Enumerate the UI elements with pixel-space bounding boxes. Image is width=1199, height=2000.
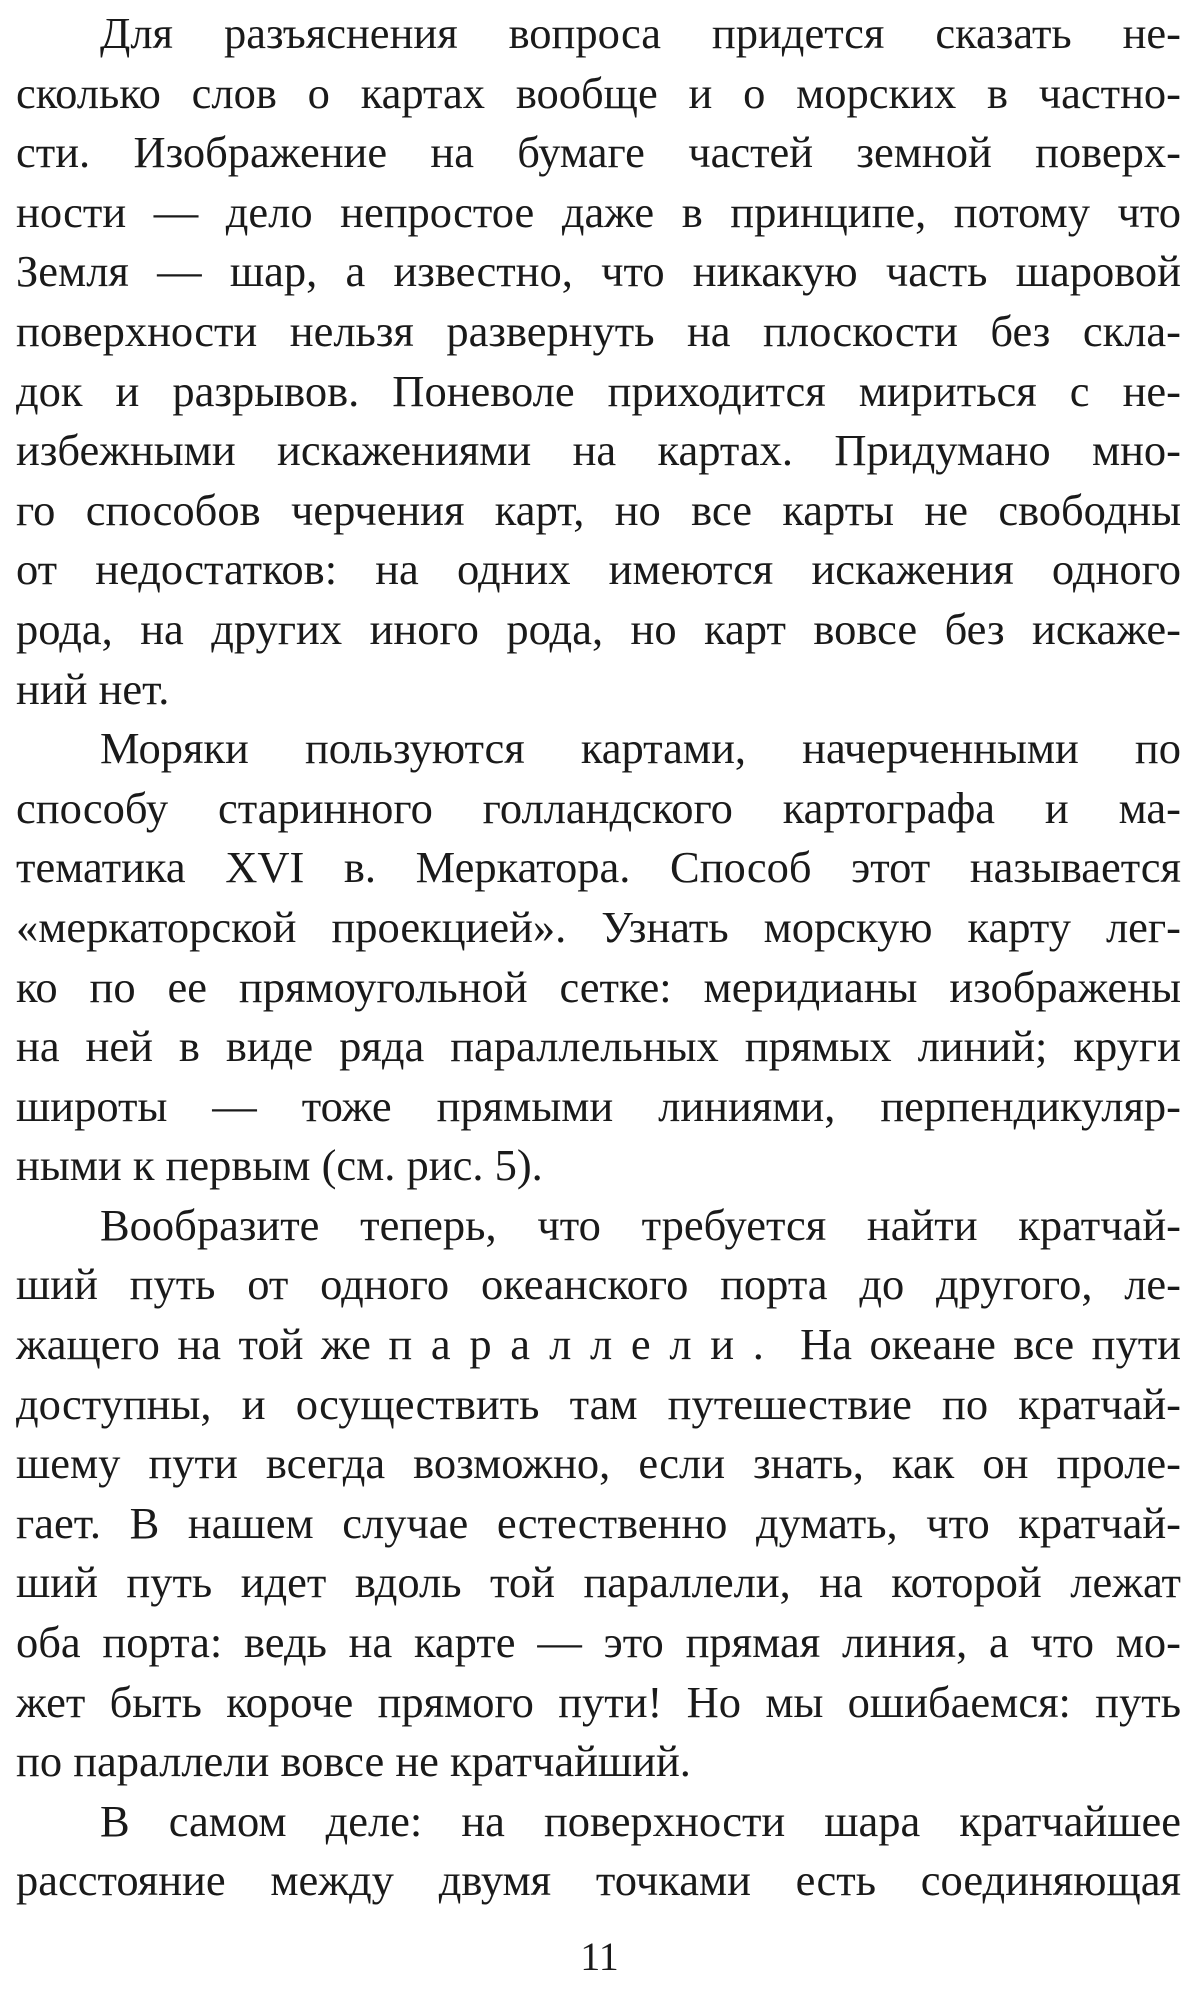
page-number: 11: [580, 1934, 619, 1979]
paragraph-maps-distortion: [16, 4, 1181, 719]
text-line: на ней в виде ряда параллельных прямых линий; круги: [16, 1021, 1181, 1072]
text-line: Вообразите теперь, что требуется найти кратчай-: [100, 1199, 1181, 1250]
paragraph-mercator-projection: [16, 719, 1181, 1196]
text-line: ко по ее прямоугольной сетке: меридианы изображены: [16, 961, 1181, 1012]
text-line: ний нет.: [16, 663, 170, 714]
text-line: В самом деле: на поверхности шара кратчайшее: [100, 1795, 1181, 1846]
text-line: доступны, и осуществить там путешествие по кратчай-: [16, 1378, 1181, 1429]
text-line: сколько слов о картах вообще и о морских в частно-: [16, 67, 1181, 118]
spaced-emphasis: параллели.: [388, 1319, 783, 1370]
text-line: шему пути всегда возможно, если знать, как он проле-: [16, 1438, 1181, 1489]
text-line: поверхности нельзя развернуть на плоскости без скла-: [16, 305, 1181, 356]
text-line: широты — тоже прямыми линиями, перпендикуляр-: [16, 1080, 1181, 1131]
text-line: «меркаторской проекцией». Узнать морскую карту лег-: [16, 901, 1181, 952]
text-line: жет быть короче прямого пути! Но мы ошибаемся: путь: [16, 1676, 1181, 1727]
text-line: Для разъяснения вопроса придется сказать не-: [100, 8, 1181, 58]
text-line: способу старинного голландского картографа и ма-: [16, 782, 1181, 833]
text-column: [16, 4, 1181, 1911]
text-line: ший путь от одного океанского порта до другого, ле-: [16, 1259, 1181, 1310]
text-line: расстояние между двумя точками есть соединяющая: [16, 1855, 1181, 1906]
paragraph-shortest-path: [16, 1196, 1181, 1792]
text-run: На океане все пути: [782, 1319, 1181, 1370]
text-line: рода, на других иного рода, но карт вовсе без искаже-: [16, 603, 1181, 654]
text-line: избежными искажениями на картах. Придумано мно-: [16, 425, 1181, 476]
text-line: оба порта: ведь на карте — это прямая линия, а что мо-: [16, 1617, 1181, 1668]
text-line: ший путь идет вдоль той параллели, на которой лежат: [16, 1557, 1181, 1608]
text-line: сти. Изображение на бумаге частей земной поверх-: [16, 127, 1181, 178]
text-line: от недостатков: на одних имеются искажения одного: [16, 544, 1181, 595]
text-line: Земля — шар, а известно, что никакую часть шаровой: [16, 246, 1181, 297]
text-line: гает. В нашем случае естественно думать, что кратчай-: [16, 1497, 1181, 1548]
text-line: по параллели вовсе не кратчайший.: [16, 1736, 691, 1787]
text-line: док и разрывов. Поневоле приходится мириться с не-: [16, 365, 1181, 416]
text-line-spaced: [16, 1315, 1181, 1375]
text-run: жащего на той же: [16, 1319, 389, 1370]
text-line: Моряки пользуются картами, начерченными по: [100, 723, 1181, 774]
text-line: тематика XVI в. Меркатора. Способ этот называется: [16, 842, 1181, 893]
text-line: го способов черчения карт, но все карты не свободны: [16, 484, 1181, 535]
paragraph-sphere-distance: [16, 1792, 1181, 1911]
text-line: ности — дело непростое даже в принципе, потому что: [16, 186, 1181, 237]
text-line: ными к первым (см. рис. 5).: [16, 1140, 543, 1191]
